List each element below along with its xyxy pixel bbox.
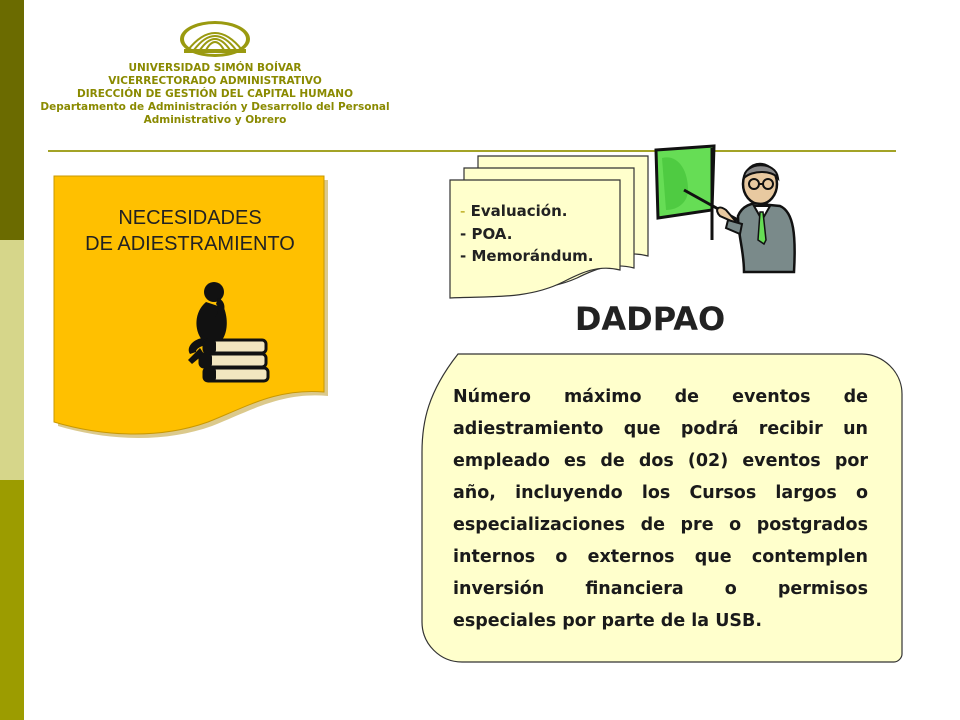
- header-line-direccion: DIRECCIÓN DE GESTIÓN DEL CAPITAL HUMANO: [77, 88, 353, 100]
- info-text: Número máximo de eventos de adiestramiento que podrá recibir un empleado es de dos (02) eventos por año, incluyendo los Cursos largos o especializaciones de pre o postgrados internos o externos que contemplen inversión financiera o permisos especiales por parte de la USB.: [453, 387, 868, 631]
- presenter-with-board-icon: [648, 140, 798, 275]
- documents-list: [460, 200, 593, 268]
- page-title: DADPAO: [574, 300, 726, 338]
- needs-title-line1: NECESIDADES: [118, 207, 262, 229]
- document-bullet: -: [460, 202, 466, 220]
- university-logo-icon: [178, 18, 252, 58]
- needs-title-line2: DE ADIESTRAMIENTO: [85, 233, 295, 255]
- document-item-label: POA.: [471, 224, 513, 243]
- header-line-departamento: Departamento de Administración y Desarrollo del Personal: [40, 101, 390, 113]
- side-stripe-top: [0, 0, 24, 240]
- header-line-vicerrectorado: VICERRECTORADO ADMINISTRATIVO: [108, 75, 322, 87]
- document-item-memorandum: [460, 245, 593, 268]
- side-stripe-middle: [0, 240, 24, 480]
- header-line-administrativo: Administrativo y Obrero: [143, 114, 287, 126]
- side-stripe-bottom: [0, 480, 24, 720]
- document-item-poa: [460, 223, 593, 246]
- document-item-label: Memorándum.: [471, 247, 594, 265]
- document-item-evaluacion: [460, 200, 593, 223]
- thinker-on-books-icon: [184, 278, 274, 386]
- document-bullet: -: [460, 224, 467, 243]
- needs-title: [52, 205, 328, 257]
- document-bullet: -: [460, 247, 467, 265]
- institution-header: [40, 18, 390, 127]
- header-line-university: UNIVERSIDAD SIMÓN BOÍVAR: [128, 62, 302, 74]
- document-item-label: Evaluación.: [470, 202, 568, 220]
